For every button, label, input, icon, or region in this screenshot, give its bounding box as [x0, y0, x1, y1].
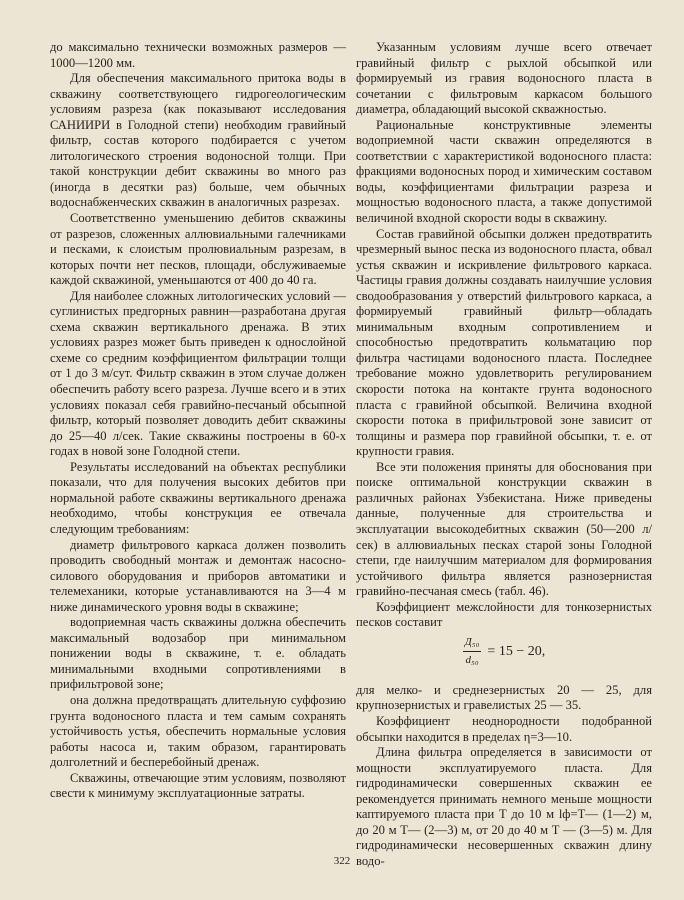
paragraph: Коэффициент неоднородности подобранной обсыпки находится в пределах η=3—10.: [356, 713, 652, 744]
paragraph: водоприемная часть скважины должна обеспечить максимальный водозабор при минимальном понижении воды в скважине, т. е. обладать минимальными входными сопротивлениями в прифильтровой зоне;: [50, 615, 346, 692]
right-column-text-top: [356, 40, 652, 631]
formula: [356, 635, 652, 669]
paragraph: для мелко- и среднезернистых 20 — 25, для крупнозернистых и гравелистых 25 — 35.: [356, 682, 652, 713]
right-column: [356, 40, 652, 869]
paragraph: Указанным условиям лучше всего отвечает гравийный фильтр с рыхлой обсыпкой или формируемый из гравия водоносного пласта в сочетании с фильтровым каркасом большого диаметра, обладающий высокой скважностью.: [356, 40, 652, 117]
paragraph: Результаты исследований на объектах республики показали, что для получения высоких дебитов при нормальной работе скважины вертикального дренажа необходимо, чтобы конструкция ее отвечала следующим требованиям:: [50, 459, 346, 536]
formula-rhs: = 15 − 20,: [487, 644, 546, 660]
paragraph: диаметр фильтрового каркаса должен позволить проводить свободный монтаж и демонтаж насосно-силового оборудования и приборов автоматики и телемеханики, которые устанавливаются на 3—4 м ниже динамического уровня воды в скважине;: [50, 537, 346, 614]
formula-numerator: Д₅₀: [463, 635, 482, 653]
formula-fraction: [463, 635, 482, 669]
paragraph: она должна предотвращать длительную суффозию грунта водоносного пласта и тем самым сохранять устойчивость устья, обеспечить нормальные условия работы насоса и, таким образом, гарантировать долголетний и бесперебойный дренаж.: [50, 692, 346, 770]
paragraph: Для обеспечения максимального притока воды в скважину соответствующего гидрогеологическим условиям разреза (как показывают исследования САНИИРИ в Голодной степи) необходим гравийный фильтр, состав которого подбирается с учетом литологического строения водоносной толщи. При такой конструкции дебит скважины во много раз (иногда в десятки раз) больше, чем обычных водоснабженческих скважин в аналогичных разрезах.: [50, 71, 346, 210]
left-column: [50, 40, 346, 802]
page-number: 322: [333, 855, 351, 867]
right-column-text-bottom: [356, 683, 652, 870]
paragraph: Все эти положения приняты для обоснования при поиске оптимальной конструкции скважин в различных районах Узбекистана. Ниже приведены данные, полученные для строительства и эксплуатации высокодебитных скважин (50—200 л/сек) в аллювиальных песках старой зоны Голодной степи, где наилучшим материалом для формирования устойчивого фильтра является разнозернистая гравийно-песчаная смесь (табл. 46).: [356, 459, 652, 599]
paragraph: Состав гравийной обсыпки должен предотвратить чрезмерный вынос песка из водоносного пласта, обвал устья скважин и искривление фильтрового каркаса. Частицы гравия должны создавать наилучшие условия сводообразования у отверстий фильтрового каркаса, а формируемый гравийный фильтр—обладать минимальным входным сопротивлением и способностью предотвратить кольматацию пор фильтра частицами водоносного пласта. Последнее требование можно удовлетворить регулированием скорости потока на контакте грунта водоносного пласта с гравийной обсыпкой. Величина входной скорости потока в прифильтровой зоне зависит от толщины и размера пор гравийной обсыпки, т. е. от крупности гравия.: [356, 226, 652, 459]
paragraph: Скважины, отвечающие этим условиям, позволяют свести к минимуму эксплуатационные затраты.: [50, 770, 346, 801]
formula-denominator: d₅₀: [465, 654, 479, 667]
paragraph: Рациональные конструктивные элементы водоприемной части скважин определяются в соответствии с характеристикой водоносного пласта: фракциями водоносных пород и химическим составом воды, коэффициентами фильтрации разреза и мощностью водоносного пласта, а также допустимой величиной входной скорости воды в скважину.: [356, 117, 652, 226]
paragraph: Коэффициент межслойности для тонкозернистых песков составит: [356, 599, 652, 630]
paragraph: до максимально технически возможных размеров — 1000—1200 мм.: [50, 40, 346, 70]
paragraph: Для наиболее сложных литологических условий — суглинистых предгорных равнин—разработана другая схема скважин вертикального дренажа. В этих условиях разрез может быть приведен к однослойной схеме со средним коэффициентом фильтрации толщи от 1 до 3 м/сут. Фильтр скважин в этом случае должен обеспечить работу всего разреза. Лучше всего и в этих условиях показал себя гравийно-песчаный обсыпной фильтр, который позволяет доводить дебит скважины до 25—40 л/сек. Такие скважины построены в 60-х годах в новой зоне Голодной степи.: [50, 288, 346, 459]
paragraph: Длина фильтра определяется в зависимости от мощности эксплуатируемого пласта. Для гидродинамически совершенных скважин ее рекомендуется принимать немного меньше мощности каптируемого пласта при Т до 10 м lф=Т— (1—2) м, до 20 м Т— (2—3) м, от 20 до 40 м Т — (3—5) м. Для гидродинамически несовершенных скважин длину водо-: [356, 745, 652, 868]
paragraph: Соответственно уменьшению дебитов скважины от разрезов, сложенных аллювиальными галечниками и песками, к слоистым пролювиальным разрезам, в которых почти нет песков, площади, обслуживаемые каждой скважиной, уменьшаются от 400 до 40 га.: [50, 211, 346, 288]
